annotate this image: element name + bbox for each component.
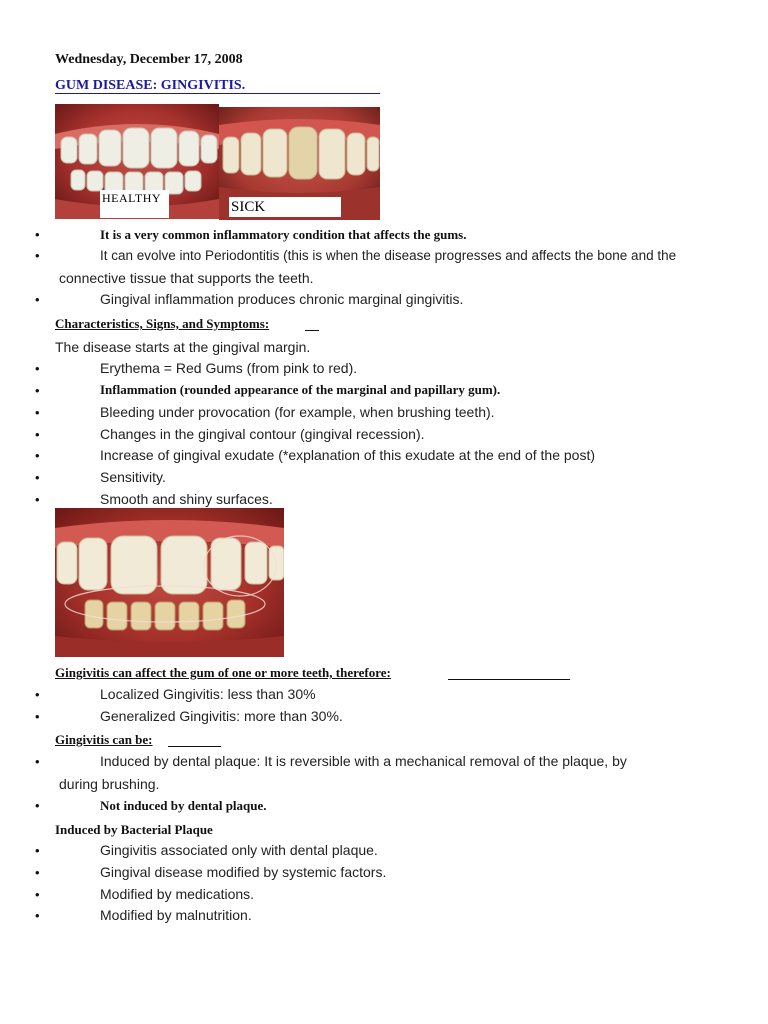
post-date: Wednesday, December 17, 2008	[55, 52, 243, 67]
list-item: Increase of gingival exudate (*explanation of this exudate at the end of the post)	[100, 447, 595, 463]
list-item: Bleeding under provocation (for example, when brushing teeth).	[100, 404, 495, 420]
list-item: It can evolve into Periodontitis (this is when the disease progresses and affects the bone and the	[100, 248, 677, 263]
extent-heading: Gingivitis can affect the gum of one or more teeth, therefore:	[55, 665, 391, 680]
bullet-glyph: •	[35, 405, 40, 420]
list-item: Not induced by dental plaque.	[100, 798, 267, 813]
heading-underline-tail	[448, 679, 570, 680]
bullet-glyph: •	[35, 248, 40, 263]
list-item: Gingival disease modified by systemic factors.	[100, 864, 387, 880]
bullet-glyph: •	[35, 383, 40, 398]
title-underline	[55, 93, 380, 94]
bullet-glyph: •	[35, 843, 40, 858]
list-item: Modified by malnutrition.	[100, 907, 252, 923]
sick-caption: SICK	[229, 197, 341, 217]
characteristics-heading: Characteristics, Signs, and Symptoms:	[55, 316, 270, 331]
post-title[interactable]: GUM DISEASE: GINGIVITIS.	[55, 78, 246, 93]
list-item: It is a very common inflammatory condition that affects the gums.	[100, 227, 467, 242]
bullet-glyph: •	[35, 227, 40, 242]
bullet-glyph: •	[35, 470, 40, 485]
healthy-caption: HEALTHY	[100, 190, 169, 218]
bullet-glyph: •	[35, 865, 40, 880]
list-item: Gingival inflammation produces chronic marginal gingivitis.	[100, 291, 464, 307]
list-item: Localized Gingivitis: less than 30%	[100, 686, 316, 702]
heading-underline-tail	[305, 330, 319, 331]
bullet-glyph: •	[35, 361, 40, 376]
bullet-glyph: •	[35, 492, 40, 507]
characteristics-lead: The disease starts at the gingival margin.	[55, 339, 311, 355]
list-item: Induced by dental plaque: It is reversible with a mechanical removal of the plaque, by	[100, 753, 627, 769]
list-item: Gingivitis associated only with dental plaque.	[100, 842, 378, 858]
bullet-glyph: •	[35, 908, 40, 923]
list-item: Sensitivity.	[100, 469, 166, 485]
heading-underline-tail	[168, 746, 221, 747]
bullet-glyph: •	[35, 427, 40, 442]
list-item-continuation: during brushing.	[59, 776, 160, 792]
list-item-continuation: connective tissue that supports the teeth.	[59, 270, 314, 286]
bullet-glyph: •	[35, 798, 40, 813]
list-item: Erythema = Red Gums (from pink to red).	[100, 360, 358, 376]
bullet-glyph: •	[35, 754, 40, 769]
list-item: Inflammation (rounded appearance of the marginal and papillary gum).	[100, 382, 501, 397]
bullet-glyph: •	[35, 709, 40, 724]
list-item: Generalized Gingivitis: more than 30%.	[100, 708, 343, 724]
list-item: Modified by medications.	[100, 886, 255, 902]
types-heading: Gingivitis can be:	[55, 732, 153, 747]
bullet-glyph: •	[35, 292, 40, 307]
bullet-glyph: •	[35, 687, 40, 702]
list-item: Changes in the gingival contour (gingival recession).	[100, 426, 425, 442]
bullet-glyph: •	[35, 887, 40, 902]
gingivitis-photo	[55, 508, 284, 657]
list-item: Smooth and shiny surfaces.	[100, 491, 273, 507]
induced-heading: Induced by Bacterial Plaque	[55, 822, 213, 837]
bullet-glyph: •	[35, 448, 40, 463]
